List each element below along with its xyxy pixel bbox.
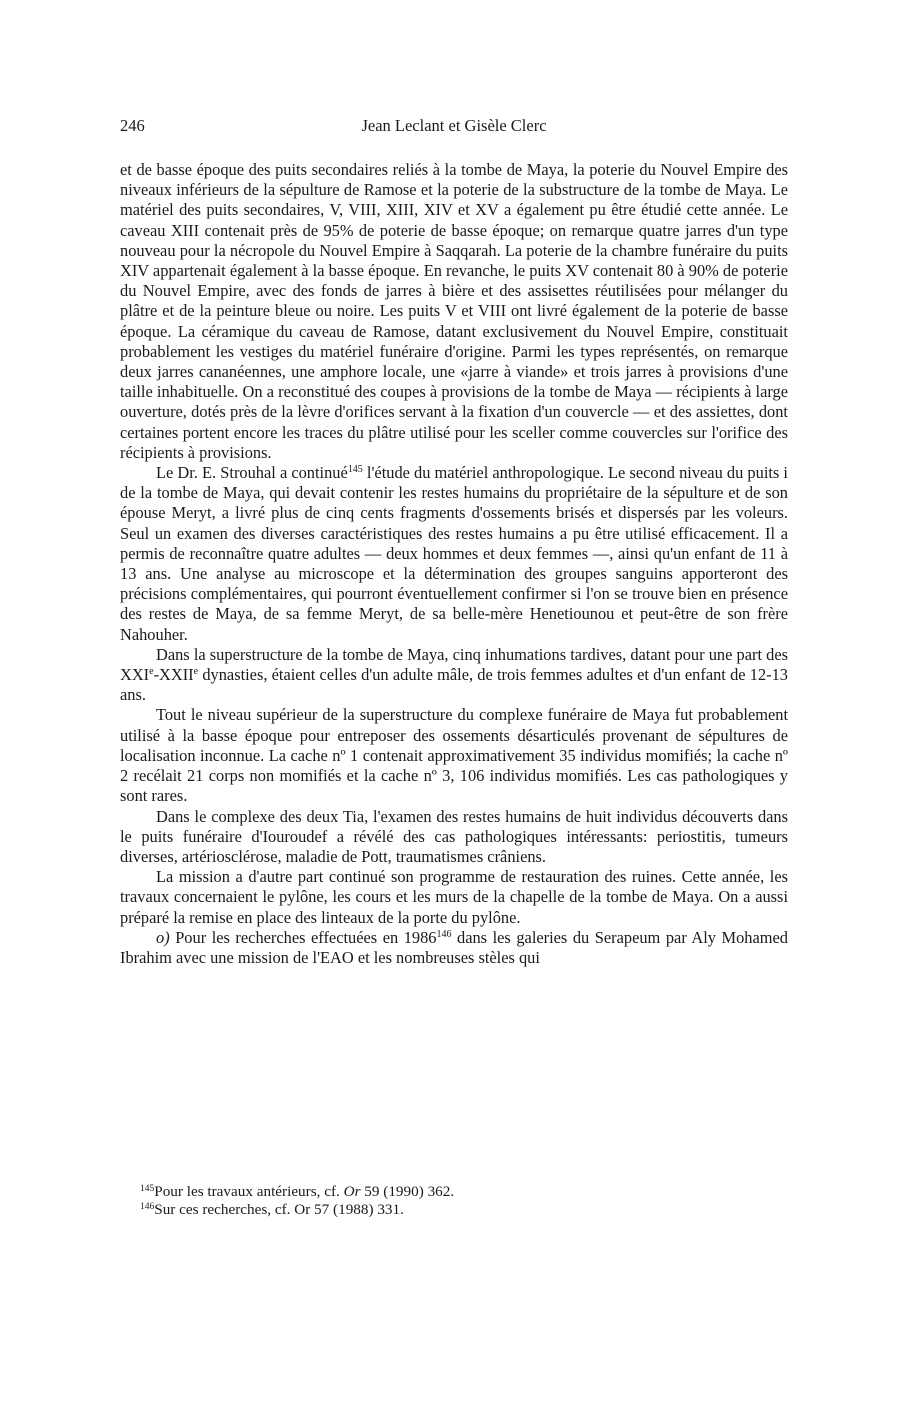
paragraph-2-text-b: l'étude du matériel anthropologique. Le second niveau du puits i de la tombe de Maya, qui devait contenir les restes humains du propriétaire de la sépulture et de son épouse Meryt, a livré plus de cinq cents fragments d'ossements brisés et dispersés par les voleurs. Seul un examen des diverses caractéristiques des restes humains a pu être utilisé efficacement. Il a permis de reconnaître quatre adultes — deux hommes et deux femmes —, ainsi qu'un enfant de 11 à 13 ans. Une analyse au microscope et la détermination des groupes sanguins apporteront des précisions complémentaires, qui pourront éventuellement confirmer si l'on se trouve bien en présence des restes de Maya, de sa femme Meryt, de sa belle-mère Henetiounou et peut-être de son frère Nahouher. [120,463,788,644]
paragraph-1: et de basse époque des puits secondaires reliés à la tombe de Maya, la poterie du Nouvel Empire des niveaux inférieurs de la sépulture de Ramose et la poterie de la substructure de la tombe de Maya. Le matériel des puits secondaires, V, VIII, XIII, XIV et XV a également pu être étudié cette année. Le caveau XIII contenait près de 95% de poterie de basse époque; on remarque quatre jarres d'un type nouveau pour la nécropole du Nouvel Empire à Saqqarah. La poterie de la chambre funéraire du puits XIV appartenait également à la basse époque. En revanche, le puits XV contenait 80 à 90% de poterie du Nouvel Empire, avec des fonds de jarres à bière et des assisettes réutilisées pour mélanger du plâtre et de la peinture bleue ou noire. Les puits V et VIII ont livré également de la poterie de basse époque. La céramique du caveau de Ramose, datant exclusivement du Nouvel Empire, constituait probablement les vestiges du matériel funéraire d'origine. Parmi les types représentés, on remarque deux jarres cananéennes, une amphore locale, une «jarre à viande» et trois jarres à provisions d'une taille inhabituelle. On a reconstitué des coupes à provisions de la tombe de Maya — récipients à large ouverture, dotés près de la lèvre d'orifices servant à la fixation d'un couvercle — et des assiettes, dont certaines portent encore les traces du plâtre utilisé pour les sceller comme couvercles sur l'orifice des récipients à provisions. [120,160,788,462]
footnotes [140,1183,760,1219]
paragraph-3-text-a: Dans la superstructure de la tombe de Maya, cinq inhumations tardives, datant pour une part des XXI [120,644,788,685]
footnote-146 [140,1201,760,1219]
paragraph-2-text-a: Le Dr. E. Strouhal a continué [156,463,348,483]
footnote-number: 145 [140,1184,155,1194]
footnote-ref-145: 145 [347,464,363,476]
footnote-ref-146: 146 [436,928,452,940]
superscript-e: e [193,666,199,678]
running-title: Jean Leclant et Gisèle Clerc [361,116,547,135]
body-text [120,160,788,968]
footnote-text: 59 (1990) 362. [360,1183,455,1200]
page-number: 246 [120,116,145,135]
superscript-e: e [149,666,154,678]
footnote-text: Pour les travaux antérieurs, cf. [154,1183,344,1200]
section-marker: o) [156,927,170,947]
paragraph-3-text-c: dynasties, étaient celles d'un adulte mâle, de trois femmes adultes et d'un enfant de 12-13 ans. [120,665,788,705]
paragraph-7-text-b: dans les galeries du Serapeum par Aly Mohamed Ibrahim avec une mission de l'EAO et les nombreuses stèles qui [120,927,788,967]
running-head [120,116,788,140]
footnote-number: 146 [140,1202,155,1212]
paragraph-7-text-a: Pour les recherches effectuées en 1986 [169,927,437,947]
paragraph-5: Dans le complexe des deux Tia, l'examen des restes humains de huit individus découverts dans le puits funéraire d'Iouroudef a révélé des cas pathologiques intéressants: periostitis, tumeurs diverses, artériosclérose, maladie de Pott, traumatismes crâniens. [120,806,788,866]
paragraph-3-text-b: -XXII [153,665,194,685]
paragraph-2 [120,463,788,645]
paragraph-7 [120,928,788,968]
paragraph-3 [120,645,788,706]
footnote-text: Sur ces recherches, cf. Or 57 (1988) 331. [154,1201,404,1218]
paragraph-4: Tout le niveau supérieur de la superstructure du complexe funéraire de Maya fut probablement utilisé à la basse époque pour entreposer des ossements désarticulés provenant de sépultures de localisation inconnue. La cache nº 1 contenait approximativement 35 individus momifiés; la cache nº 2 recélait 21 corps non momifiés et la cache nº 3, 106 individus momifiés. Les cas pathologiques y sont rares. [120,705,788,806]
paragraph-6: La mission a d'autre part continué son programme de restauration des ruines. Cette année, les travaux concernaient le pylône, les cours et les murs de la chapelle de la tombe de Maya. On a aussi préparé la remise en place des linteaux de la porte du pylône. [120,867,788,927]
journal-abbrev: Or [343,1183,361,1200]
footnote-145 [140,1183,760,1201]
